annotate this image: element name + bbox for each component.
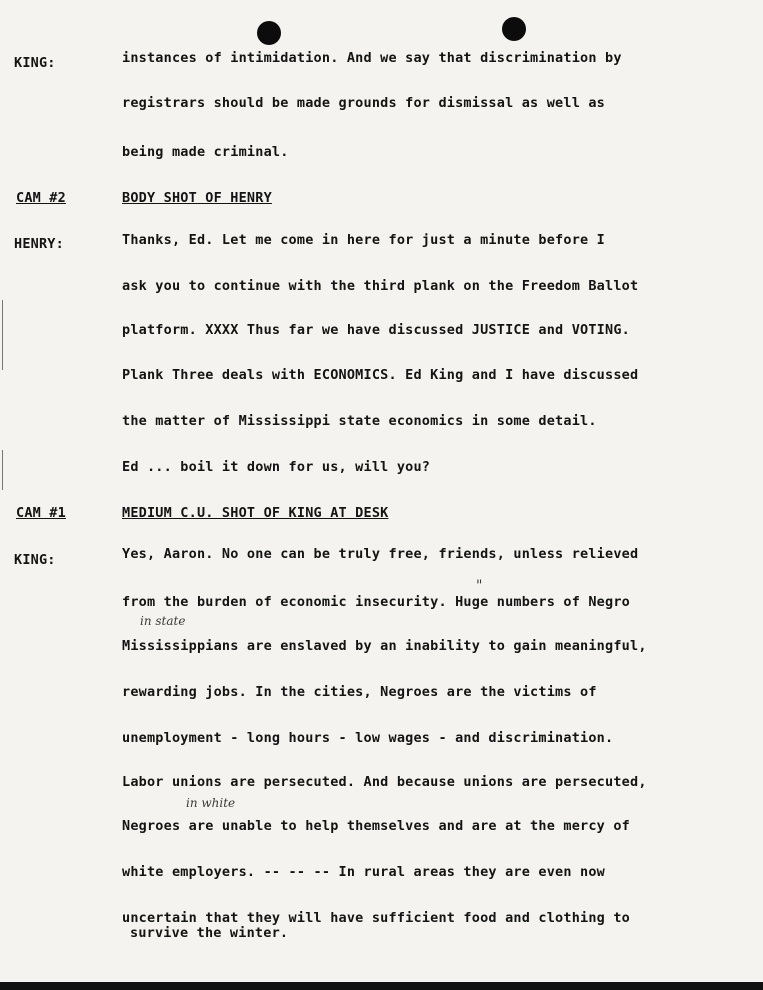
speaker-label: KING: (14, 552, 56, 568)
dialogue-line: Negroes are unable to help themselves and are at the mercy of (122, 818, 630, 834)
dialogue-line: registrars should be made grounds for dismissal as well as (122, 95, 606, 111)
dialogue-line: uncertain that they will have sufficient food and clothing to (122, 910, 630, 926)
dialogue-line: Thanks, Ed. Let me come in here for just a minute before I (122, 232, 606, 248)
dialogue-line: from the burden of economic insecurity. Huge numbers of Negro (122, 594, 630, 610)
dialogue-line: white employers. -- -- -- In rural areas they are even now (122, 864, 606, 880)
dialogue-line: survive the winter. (130, 925, 289, 941)
dialogue-line: being made criminal. (122, 144, 289, 160)
handwritten-note: in state (140, 614, 186, 628)
shot-direction: BODY SHOT OF HENRY (122, 190, 272, 206)
margin-mark (2, 450, 3, 490)
dialogue-line: Mississippians are enslaved by an inability to gain meaningful, (122, 638, 647, 654)
dialogue-line: the matter of Mississippi state economics in some detail. (122, 413, 597, 429)
margin-mark (2, 300, 3, 370)
page-bottom-edge (0, 982, 763, 990)
dialogue-line: rewarding jobs. In the cities, Negroes are the victims of (122, 684, 597, 700)
dialogue-line: unemployment - long hours - low wages - and discrimination. (122, 730, 614, 746)
dialogue-line: Labor unions are persecuted. And because unions are persecuted, (122, 774, 647, 790)
camera-cue: CAM #2 (16, 190, 66, 206)
camera-cue: CAM #1 (16, 505, 66, 521)
punch-hole-left (257, 21, 281, 45)
handwritten-mark: " (476, 578, 483, 594)
dialogue-line: platform. XXXX Thus far we have discussed JUSTICE and VOTING. (122, 322, 630, 338)
dialogue-line: Ed ... boil it down for us, will you? (122, 459, 431, 475)
dialogue-line: Yes, Aaron. No one can be truly free, friends, unless relieved (122, 546, 639, 562)
punch-hole-right (502, 17, 526, 41)
handwritten-note: in white (186, 796, 236, 810)
speaker-label: KING: (14, 55, 56, 71)
dialogue-line: ask you to continue with the third plank on the Freedom Ballot (122, 278, 639, 294)
dialogue-line: Plank Three deals with ECONOMICS. Ed King and I have discussed (122, 367, 639, 383)
dialogue-line: instances of intimidation. And we say that discrimination by (122, 50, 622, 66)
shot-direction: MEDIUM C.U. SHOT OF KING AT DESK (122, 505, 389, 521)
speaker-label: HENRY: (14, 236, 64, 252)
